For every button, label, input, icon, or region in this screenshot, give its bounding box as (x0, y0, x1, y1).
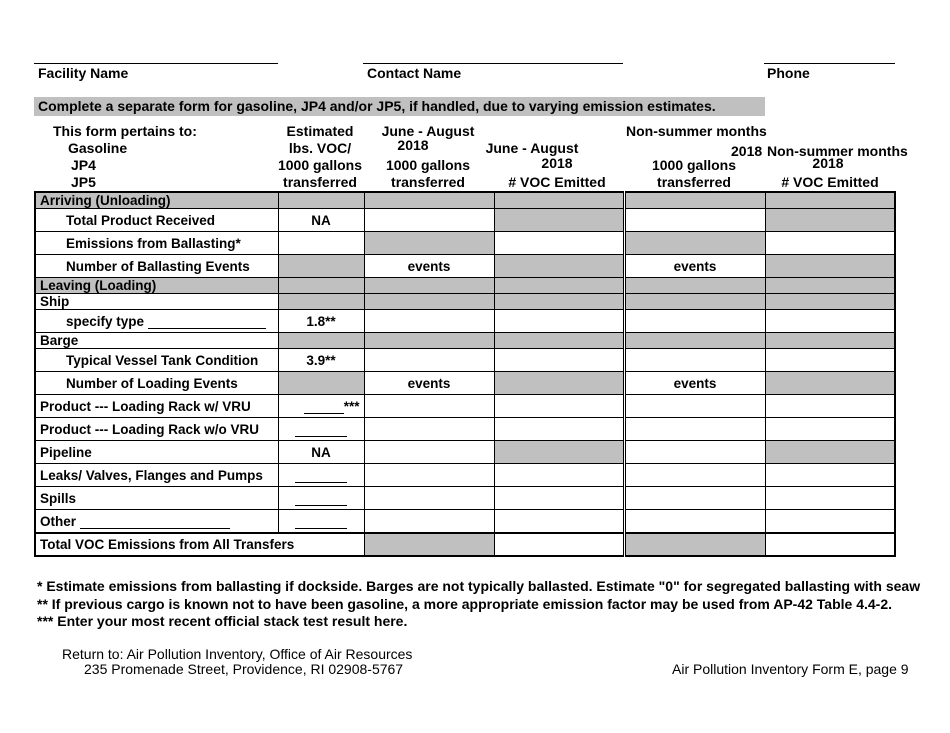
facility-name-label: Facility Name (38, 65, 129, 81)
input-cell[interactable] (278, 232, 364, 255)
col-nonsummer-gal-l3: 1000 gallons (651, 157, 737, 173)
input-cell[interactable] (624, 349, 765, 372)
input-cell[interactable] (765, 464, 895, 487)
option-jp5[interactable]: JP5 (71, 174, 96, 190)
total-cell[interactable] (494, 533, 624, 556)
input-cell[interactable] (765, 395, 895, 418)
input-cell[interactable] (364, 209, 494, 232)
input-cell[interactable] (624, 310, 765, 333)
row-pipeline: Pipeline (35, 441, 278, 464)
phone-label: Phone (767, 65, 810, 81)
contact-name-line[interactable] (363, 63, 623, 64)
footnote-1: * Estimate emissions from ballasting if dockside. Barges are not typically ballasted. Estimate "0" for segregated ballasting with seaw (37, 578, 921, 594)
row-total-received: Total Product Received (35, 209, 278, 232)
input-cell[interactable] (494, 349, 624, 372)
table-row (35, 418, 895, 441)
total-cell[interactable] (765, 533, 895, 556)
factor-rack-vru-marker: *** (343, 398, 360, 414)
factor-blank[interactable] (295, 528, 347, 529)
other-label: Other (40, 513, 77, 529)
input-cell[interactable] (364, 510, 494, 534)
events-cell-summer[interactable]: events (364, 255, 494, 278)
factor-blank[interactable] (295, 482, 347, 483)
input-cell[interactable] (624, 464, 765, 487)
other-blank[interactable] (80, 528, 230, 529)
col-june-gal-l3: 1000 gallons (385, 157, 471, 173)
col-estimated-l4: transferred (283, 174, 357, 190)
factor-spills[interactable] (278, 487, 364, 510)
input-cell[interactable] (364, 395, 494, 418)
emissions-table (34, 191, 896, 557)
input-cell[interactable] (494, 310, 624, 333)
table-row (35, 441, 895, 464)
input-cell[interactable] (494, 418, 624, 441)
input-cell[interactable] (494, 395, 624, 418)
input-cell[interactable] (364, 487, 494, 510)
table-row (35, 333, 895, 349)
col-nonsummer-gal-l4: transferred (657, 174, 731, 190)
col-june-voc-l2: 2018 (541, 155, 573, 171)
events-cell-summer[interactable]: events (364, 372, 494, 395)
col-june-gal-l2: 2018 (397, 137, 429, 153)
input-cell[interactable] (765, 418, 895, 441)
footnote-2: ** If previous cargo is known not to have been gasoline, a more appropriate emission factor may be used from AP-42 Table 4.4-2. (37, 596, 893, 612)
factor-other[interactable] (278, 510, 364, 534)
row-rack-no-vru: Product --- Loading Rack w/o VRU (35, 418, 278, 441)
row-spills: Spills (35, 487, 278, 510)
table-row (35, 533, 895, 556)
row-ballasting-events: Number of Ballasting Events (35, 255, 278, 278)
input-cell[interactable] (765, 310, 895, 333)
specify-type-blank[interactable] (148, 328, 266, 329)
input-cell[interactable] (624, 418, 765, 441)
footnote-3: *** Enter your most recent official stack test result here. (37, 613, 408, 629)
col-june-gal-l4: transferred (391, 174, 465, 190)
table-row (35, 510, 895, 534)
factor-rack-vru[interactable] (278, 395, 364, 418)
factor-pipeline: NA (278, 441, 364, 464)
input-cell[interactable] (765, 487, 895, 510)
input-cell[interactable] (494, 464, 624, 487)
option-jp4[interactable]: JP4 (71, 157, 96, 173)
table-row (35, 192, 895, 209)
table-row (35, 278, 895, 294)
col-estimated-l1: Estimated (286, 123, 354, 139)
events-cell-nonsummer[interactable]: events (624, 372, 765, 395)
input-cell[interactable] (624, 395, 765, 418)
col-estimated-l3: 1000 gallons (277, 157, 363, 173)
col-estimated-l2: lbs. VOC/ (288, 140, 352, 156)
col-nonsummer-gal-l2: 2018 (731, 143, 763, 159)
input-cell[interactable] (765, 510, 895, 534)
section-leaving: Leaving (Loading) (35, 278, 278, 294)
section-ship: Ship (35, 294, 278, 310)
col-nonsummer-voc-l1: Non-summer months (767, 143, 908, 159)
input-cell[interactable] (765, 232, 895, 255)
table-row (35, 310, 895, 333)
factor-blank[interactable] (295, 436, 347, 437)
input-cell[interactable] (364, 349, 494, 372)
input-cell[interactable] (494, 487, 624, 510)
events-cell-nonsummer[interactable]: events (624, 255, 765, 278)
return-address-line2: 235 Promenade Street, Providence, RI 02908-5767 (84, 661, 404, 677)
input-cell[interactable] (364, 310, 494, 333)
row-leaks: Leaks/ Valves, Flanges and Pumps (35, 464, 278, 487)
col-june-gal-l1: June - August (381, 123, 475, 139)
contact-name-label: Contact Name (367, 65, 462, 81)
row-tank-condition: Typical Vessel Tank Condition (35, 349, 278, 372)
row-rack-vru: Product --- Loading Rack w/ VRU (35, 395, 278, 418)
pertains-title: This form pertains to: (53, 123, 197, 139)
factor-tank-condition: 3.9** (278, 349, 364, 372)
table-row (35, 255, 895, 278)
input-cell[interactable] (765, 349, 895, 372)
table-row (35, 232, 895, 255)
instruction-bar: Complete a separate form for gasoline, JP4 and/or JP5, if handled, due to varying emission estimates. (34, 97, 765, 116)
option-gasoline[interactable]: Gasoline (68, 140, 128, 156)
table-row (35, 294, 895, 310)
factor-rack-no-vru[interactable] (278, 418, 364, 441)
row-emissions-ballasting: Emissions from Ballasting* (35, 232, 278, 255)
row-other[interactable] (35, 510, 278, 534)
phone-line[interactable] (764, 63, 895, 64)
input-cell[interactable] (364, 441, 494, 464)
input-cell[interactable] (624, 209, 765, 232)
row-total-voc: Total VOC Emissions from All Transfers (35, 533, 364, 556)
factor-leaks[interactable] (278, 464, 364, 487)
table-row (35, 372, 895, 395)
input-cell[interactable] (494, 510, 624, 534)
input-cell[interactable] (364, 418, 494, 441)
col-june-voc-l3: # VOC Emitted (508, 174, 606, 190)
table-row (35, 487, 895, 510)
form-page-label: Air Pollution Inventory Form E, page 9 (672, 661, 909, 677)
factor-specify-type: 1.8** (278, 310, 364, 333)
section-barge: Barge (35, 333, 278, 349)
row-loading-events: Number of Loading Events (35, 372, 278, 395)
table-row (35, 395, 895, 418)
col-nonsummer-voc-l3: # VOC Emitted (781, 174, 879, 190)
input-cell[interactable] (494, 232, 624, 255)
table-row (35, 349, 895, 372)
factor-total-received: NA (278, 209, 364, 232)
input-cell[interactable] (624, 510, 765, 534)
return-address-line1: Return to: Air Pollution Inventory, Office of Air Resources (62, 646, 413, 662)
facility-name-line[interactable] (34, 63, 278, 64)
col-nonsummer-gal-l1: Non-summer months (626, 123, 767, 139)
col-nonsummer-voc-l2: 2018 (812, 155, 844, 171)
table-row (35, 464, 895, 487)
section-arriving: Arriving (Unloading) (35, 192, 278, 209)
input-cell[interactable] (364, 464, 494, 487)
row-specify-type[interactable] (35, 310, 278, 333)
input-cell[interactable] (624, 441, 765, 464)
input-cell[interactable] (624, 487, 765, 510)
table-row (35, 209, 895, 232)
col-june-voc-l1: June - August (485, 140, 579, 156)
factor-blank[interactable] (304, 413, 344, 414)
specify-type-label: specify type (66, 313, 145, 329)
factor-blank[interactable] (295, 505, 347, 506)
